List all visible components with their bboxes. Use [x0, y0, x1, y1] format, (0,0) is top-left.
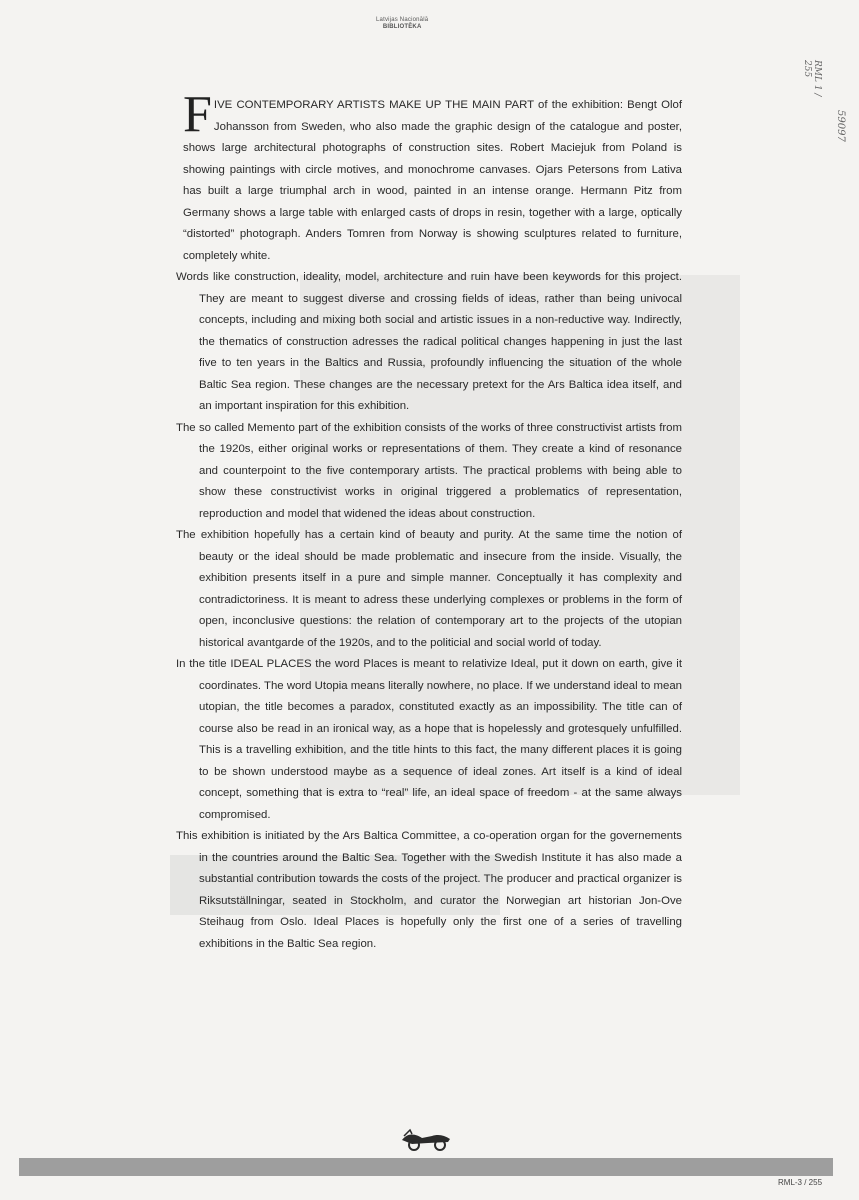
chariot-logo-icon — [398, 1126, 456, 1152]
stamp-line-1: Latvijas Nacionālā — [376, 17, 429, 23]
paragraph-6: This exhibition is initiated by the Ars Baltica Committee, a co-operation organ for the governements in the countries around the Baltic Sea. Together with the Swedish Institute it has also made a substantial contribution towards the costs of the project. The producer and practical organizer is Riksutställningar, seated in Stockholm, and curator the Norwegian art historian Jon-Ove Steihaug from Oslo. Ideal Places is hopefully only the first one of a series of travelling exhibitions in the Baltic Sea region. — [176, 830, 682, 950]
paragraph-3: The so called Memento part of the exhibition consists of the works of three constructivist artists from the 1920s, either original works or representations of them. They create a kind of resonance and counterpoint to the five contemporary artists. The practical problems with being able to show these constructivist works in original triggered a problematics of representation, reproduction and model that widened the ideas about construction. — [176, 421, 682, 520]
footer-band — [19, 1158, 833, 1176]
paragraph-1 — [176, 86, 682, 267]
paragraph-5: In the title IDEAL PLACES the word Places is meant to relativize Ideal, put it down on earth, give it coordinates. The word Utopia means literally nowhere, no place. If we understand ideal to mean utopian, the title becomes a paradox, constituted exactly as an impossibility. The title can of course also be read in an ironical way, as a hope that is hopelessly and grotesquely unfulfilled. This is a travelling exhibition, and the title hints to this fact, the many different places it is going to be shown understood maybe as a sequence of ideal zones. Art itself is a kind of ideal concept, something that is extra to “real” life, an ideal space of freedom - at the same always compromised. — [176, 658, 682, 821]
handwritten-number: 59097 — [835, 110, 846, 142]
handwritten-ref-bottom: RML-3 / 255 — [778, 1178, 823, 1187]
paragraph-2: Words like construction, ideality, model, architecture and ruin have been keywords for this project. They are meant to suggest diverse and crossing fields of ideas, rather than being univocal concepts, including and mixing both social and artistic issues in a non-reductive way. Indirectly, the thematics of construction adresses the radical political changes happening in just the last five to ten years in the Baltics and Russia, profoundly influencing the situation of the whole Baltic Sea region. These changes are the necessary pretext for the Ars Baltica idea itself, and an important inspiration for this exhibition. — [176, 271, 682, 412]
library-stamp — [376, 17, 428, 31]
handwritten-ref-top: RML 1 / 255 — [802, 60, 822, 97]
paragraph-4: The exhibition hopefully has a certain kind of beauty and purity. At the same time the notion of beauty or the ideal should be made problematic and insecure from the inside. Visually, the exhibition presents itself in a pure and simple manner. Conceptually it has complexity and contradictoriness. It is meant to adress these underlying complexes or problems in the form of open, inconclusive questions: the relation of contemporary art to the projects of the utopian historical avantgarde of the 1920s, and to the politicial and social world of today. — [176, 529, 682, 649]
paragraph-text: IVE CONTEMPORARY ARTISTS MAKE UP THE MAIN PART of the exhibition: Bengt Olof Johansson from Sweden, who also made the graphic design of the catalogue and poster, shows large architectural photographs of construction sites. Robert Maciejuk from Poland is showing paintings with circle motives, and monochrome canvases. Ojars Petersons from Lativa has built a large triumphal arch in wood, painted in an intense orange. Hermann Pitz from Germany shows a large table with enlarged casts of drops in resin, together with a large, optically “distorted” photograph. Anders Tomren from Norway is showing sculptures related to furniture, completely white. — [183, 99, 682, 262]
drop-cap: F — [183, 86, 212, 143]
article-body — [176, 86, 682, 955]
stamp-line-2: BIBLIOTĒKA — [382, 24, 422, 30]
